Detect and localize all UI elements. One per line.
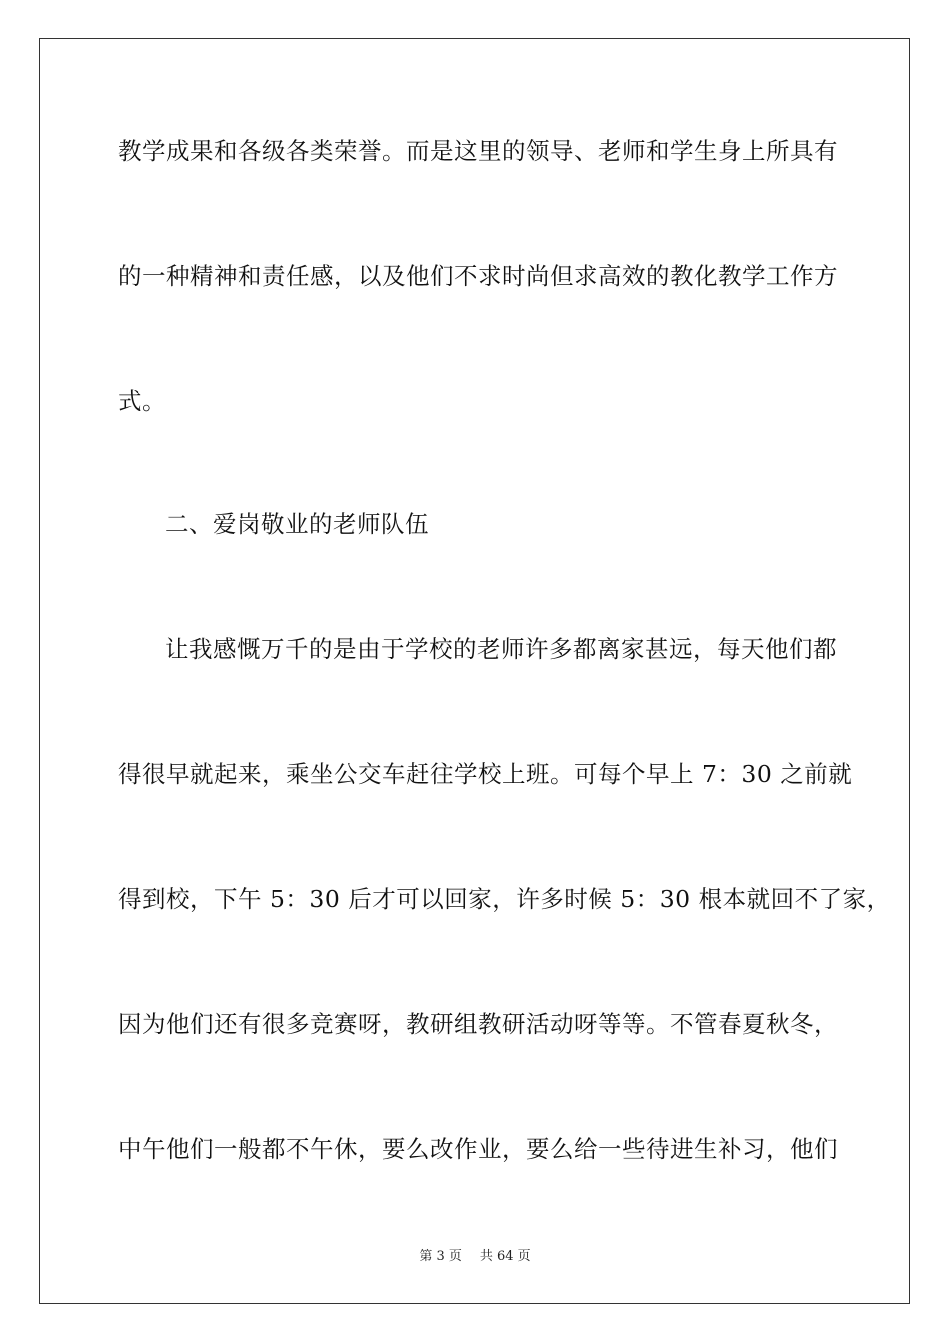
page-footer [0, 1248, 950, 1266]
total-page-count: 共 64 页 [479, 1249, 531, 1264]
body-text-line: 得到校，下午 5：30 后才可以回家，许多时候 5：30 根本就回不了家， [118, 885, 891, 913]
body-text-line: 让我感慨万千的是由于学校的老师许多都离家甚远，每天他们都 [165, 635, 837, 663]
body-text-line: 式。 [118, 387, 166, 415]
current-page-number: 第 3 页 [419, 1249, 462, 1264]
body-text-line: 得很早就起来，乘坐公交车赶往学校上班。可每个早上 7：30 之前就 [118, 760, 853, 788]
body-text-line: 中午他们一般都不午休，要么改作业，要么给一些待进生补习，他们 [118, 1135, 838, 1163]
body-text-line: 教学成果和各级各类荣誉。而是这里的领导、老师和学生身上所具有 [118, 137, 838, 165]
page-frame [39, 38, 910, 1304]
body-text-line: 的一种精神和责任感，以及他们不求时尚但求高效的教化教学工作方 [118, 262, 838, 290]
section-heading: 二、爱岗敬业的老师队伍 [165, 510, 429, 538]
body-text-line: 因为他们还有很多竞赛呀，教研组教研活动呀等等。不管春夏秋冬， [118, 1010, 838, 1038]
